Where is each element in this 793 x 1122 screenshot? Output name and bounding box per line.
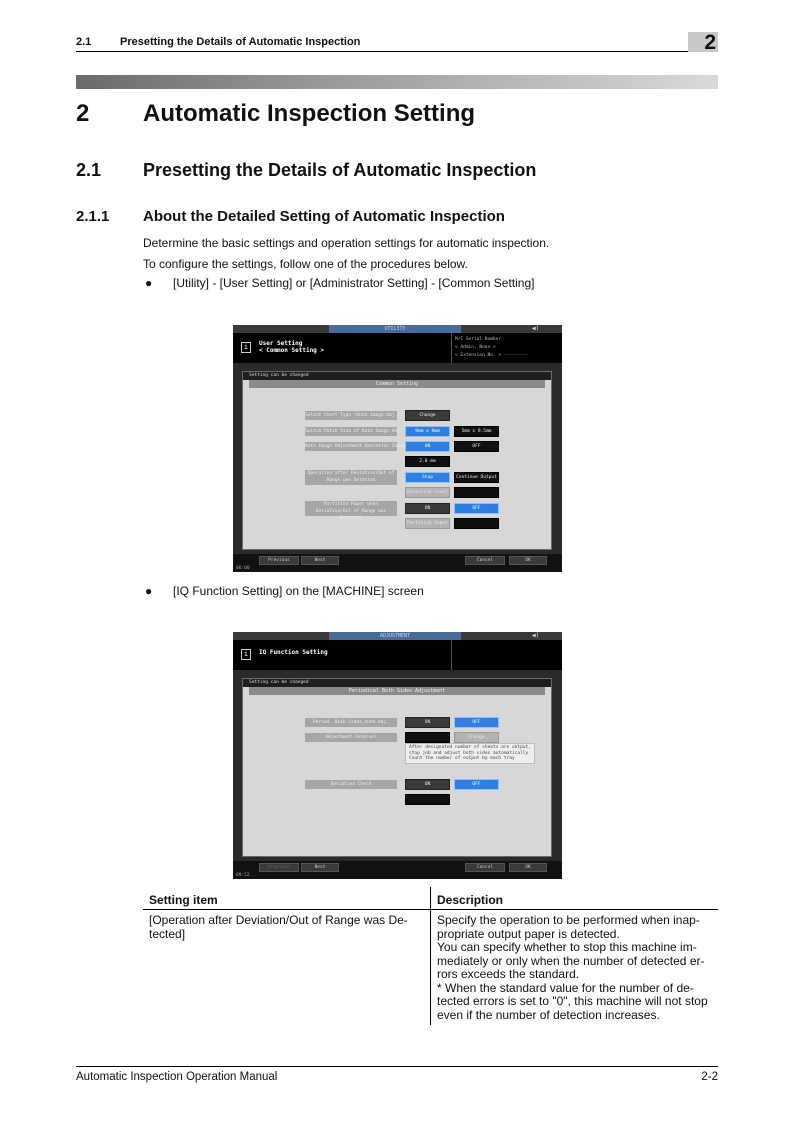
deviation-value — [405, 794, 450, 805]
cancel-button[interactable]: Cancel — [465, 556, 505, 565]
chapter-number: 2 — [704, 31, 716, 54]
status-text: Setting can be changed — [243, 372, 551, 380]
chapter-tab — [688, 32, 718, 52]
serial-number: M/C Serial Number — [455, 337, 502, 342]
periodic-off-button[interactable]: OFF — [454, 717, 499, 728]
screen2-clock: 09:52 — [236, 873, 250, 878]
operation-after-label: Operation after Deviation/Out of Range was Detected — [305, 470, 397, 485]
speaker-icon: ◀) — [532, 632, 540, 639]
table-row-description — [437, 914, 708, 1022]
header-divider — [451, 333, 452, 363]
deviation-check-label: Auto Image Adjustment Deviation Check — [305, 444, 406, 449]
periodical-adjustment-panel — [242, 678, 552, 857]
heading2-title: Presetting the Details of Automatic Inspection — [143, 160, 537, 180]
desc-line: tected errors is set to "0", this machine will not stop — [437, 994, 708, 1008]
partition-off-button[interactable]: OFF — [454, 503, 499, 514]
screen2-topbar-title: ADJUSTMENT — [329, 632, 461, 640]
desc-line: even if the number of detection increases. — [437, 1007, 660, 1022]
screen1-header-line2: < Common Setting > — [259, 347, 325, 354]
ok-button[interactable]: OK — [509, 863, 547, 872]
heading3-number: 2.1.1 — [76, 208, 110, 225]
on-button[interactable]: ON — [405, 441, 450, 452]
paragraph-2: To configure the settings, follow one of the procedures below. — [143, 257, 468, 271]
change-button[interactable]: Change — [405, 410, 450, 421]
panel-title: Common Setting — [249, 380, 545, 388]
heading3-title: About the Detailed Setting of Automatic Inspection — [143, 208, 505, 225]
extension-number: < Extension No. > --------- — [455, 353, 529, 358]
desc-line: mediately or only when the number of detected er- — [437, 953, 705, 968]
page-number: 2-2 — [701, 1071, 718, 1083]
patch-size-label: Switch Patch Size of Auto Image Adj. — [305, 429, 403, 434]
screen2-header-title: IQ Function Setting — [259, 649, 328, 656]
previous-button[interactable]: Previous — [259, 556, 299, 565]
value-display[interactable]: 2.0 mm — [405, 456, 450, 467]
partition-paper-button[interactable]: Partition Paper — [405, 518, 450, 529]
table-column-divider — [430, 887, 431, 1025]
running-header-title: Presetting the Details of Automatic Inspection — [120, 36, 361, 48]
detection-count-value — [454, 487, 499, 498]
partition-on-button[interactable]: ON — [405, 503, 450, 514]
partition-paper-label: Partition Paper when Deviation/Out of Range was Detected — [305, 501, 397, 516]
desc-line: You can specify whether to stop this machine im- — [437, 940, 697, 954]
continue-output-button[interactable]: Continue Output — [454, 472, 499, 483]
periodic-on-button[interactable]: ON — [405, 717, 450, 728]
screen1-info — [455, 336, 528, 360]
utility-screenshot — [233, 325, 562, 572]
interval-change-button[interactable]: Change — [454, 732, 499, 743]
detection-count-button[interactable]: Detection Count — [405, 487, 450, 498]
header-divider — [451, 640, 452, 670]
paragraph-1: Determine the basic settings and operation settings for automatic inspection. — [143, 236, 550, 250]
bullet-2-symbol: ● — [145, 584, 153, 598]
screen1-topbar — [233, 325, 562, 333]
patch-5mm-button[interactable]: 5mm x 9.5mm — [454, 426, 499, 437]
screen1-topbar-title: UTILITY — [329, 325, 461, 333]
screen1-bottom-bar — [233, 554, 562, 572]
adjustment-note: After designated number of sheets are output, stop job and adjust both sides automatically Count the number of output by each tray — [405, 743, 535, 764]
item-line: tected] — [149, 926, 186, 941]
table-header-setting-item: Setting item — [149, 893, 218, 907]
bullet-1-text: [Utility] - [User Setting] or [Administrator Setting] - [Common Setting] — [173, 276, 535, 290]
footer-title: Automatic Inspection Operation Manual — [76, 1071, 278, 1083]
deviation-check-label: Deviation Check — [305, 780, 397, 789]
adjustment-interval-label: Adjustment Interval — [305, 733, 397, 742]
speaker-icon: ◀) — [532, 325, 540, 332]
cancel-button[interactable]: Cancel — [465, 863, 505, 872]
ok-button[interactable]: OK — [509, 556, 547, 565]
iq-function-screenshot — [233, 632, 562, 879]
chapter-gradient-bar — [76, 75, 718, 89]
running-header-number: 2.1 — [76, 36, 92, 48]
footer-rule — [76, 1066, 718, 1067]
header-rule — [76, 51, 688, 52]
screen1-header-line1: User Setting — [259, 340, 303, 347]
admin-status: < Admin. None > — [455, 345, 496, 350]
heading1-number: 2 — [76, 100, 90, 127]
table-row-item — [149, 914, 408, 941]
periodic-adjust-label: Period. Both Sides Auto Adj. — [305, 718, 397, 727]
screen2-bottom-bar — [233, 861, 562, 879]
bullet-1-symbol: ● — [145, 276, 153, 290]
info-icon: i — [241, 342, 251, 353]
next-button[interactable]: Next — [301, 863, 339, 872]
interval-value — [405, 732, 450, 743]
deviation-off-button[interactable]: OFF — [454, 779, 499, 790]
info-icon: i — [241, 649, 251, 660]
bullet-2-text: [IQ Function Setting] on the [MACHINE] screen — [173, 584, 424, 598]
stop-button[interactable]: Stop — [405, 472, 450, 483]
screen1-clock: 06:00 — [236, 566, 250, 571]
item-line: [Operation after Deviation/Out of Range was De- — [149, 913, 408, 927]
deviation-on-button[interactable]: ON — [405, 779, 450, 790]
chart-type-label: Select Chart Type (Auto Image Adj.) — [305, 413, 400, 418]
desc-line: * When the standard value for the number of de- — [437, 980, 694, 995]
desc-line: Specify the operation to be performed when inap- — [437, 913, 700, 927]
heading1-title: Automatic Inspection Setting — [143, 100, 476, 127]
patch-9mm-button[interactable]: 9mm x 9mm — [405, 426, 450, 437]
screen2-header — [233, 640, 562, 670]
desc-line: propriate output paper is detected. — [437, 926, 620, 941]
table-header-description: Description — [437, 893, 504, 907]
desc-line: rors exceeds the standard. — [437, 967, 580, 981]
screen2-topbar — [233, 632, 562, 640]
status-text: Setting can be changed — [243, 679, 551, 687]
panel-title: Periodical Both Sides Adjustment — [249, 687, 545, 695]
screen1-header-text — [259, 340, 324, 354]
partition-paper-value — [454, 518, 499, 529]
screen1-header — [233, 333, 562, 363]
next-button[interactable]: Next — [301, 556, 339, 565]
previous-button[interactable]: Previous — [259, 863, 299, 872]
off-button[interactable]: OFF — [454, 441, 499, 452]
common-setting-panel — [242, 371, 552, 550]
heading2-number: 2.1 — [76, 160, 102, 180]
